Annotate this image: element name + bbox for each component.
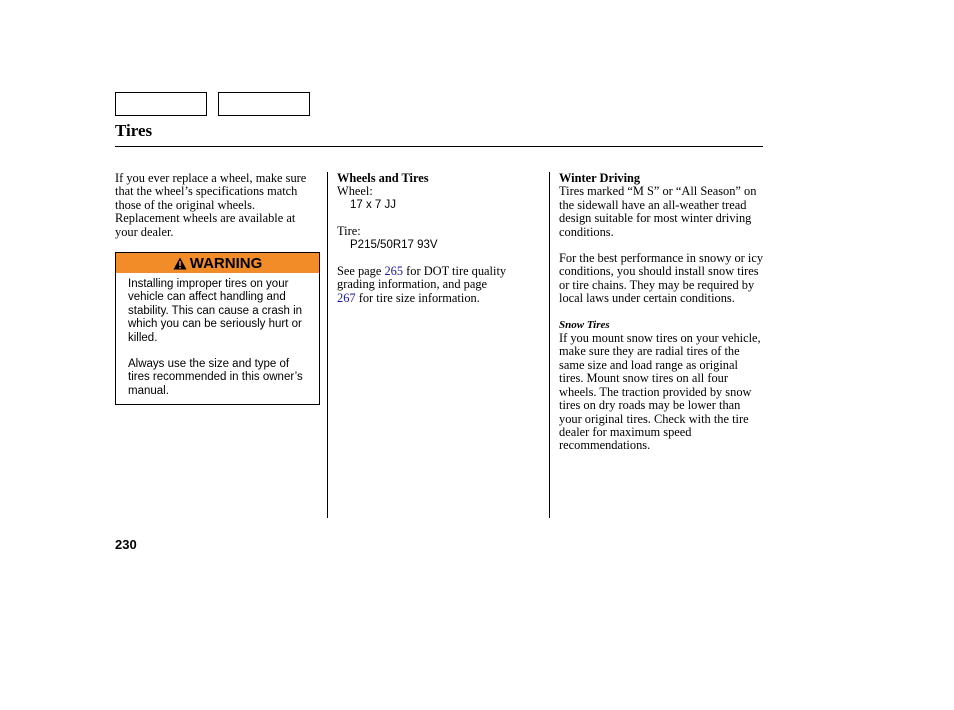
winter-paragraph-2: For the best performance in snowy or icy conditions, you should install snow tires or tire chains. They may be required by local laws under certain conditions. (559, 251, 764, 306)
page-reference-paragraph (337, 265, 537, 305)
winter-paragraph-1: Tires marked “M S” or “All Season” on the sidewall have an all-weather tread design suitable for most winter driving conditions. (559, 184, 757, 239)
warning-body (116, 273, 319, 398)
title-divider (115, 146, 763, 147)
warning-triangle-icon (173, 257, 187, 270)
wheel-value: 17 x 7 JJ (350, 198, 397, 211)
tire-value: P215/50R17 93V (350, 238, 438, 251)
column-divider-2 (549, 172, 550, 518)
nav-tab-box-2[interactable] (218, 92, 310, 116)
column-right (559, 172, 765, 453)
warning-label: WARNING (189, 254, 263, 272)
page-link-265[interactable]: 265 (384, 264, 404, 279)
snow-tires-paragraph: If you mount snow tires on your vehicle, make sure they are radial tires of the same size and load range as original tires. Mount snow tires on all four wheels. The traction provided by snow tires on dry roads may be lower than your original tires. Check with the tire dealer for maximum speed recommendations. (559, 331, 761, 453)
page-title: Tires (115, 121, 153, 140)
column-middle (337, 172, 537, 305)
page-number: 230 (115, 537, 137, 552)
see-text-b: for DOT tire quality grading information, and page (337, 264, 507, 292)
warning-paragraph-1: Installing improper tires on your vehicle can affect handling and stability. This can cause a crash in which you can be seriously hurt or killed. (128, 278, 303, 344)
wheel-label: Wheel: (337, 184, 373, 199)
wheels-tires-heading: Wheels and Tires (337, 171, 429, 185)
column-divider-1 (327, 172, 328, 518)
tire-label: Tire: (337, 224, 361, 239)
see-text-a: See page (337, 264, 385, 279)
winter-driving-heading: Winter Driving (559, 171, 641, 185)
column-left (115, 172, 315, 239)
snow-tires-subheading: Snow Tires (559, 318, 610, 331)
warning-box (115, 252, 320, 405)
page-link-267[interactable]: 267 (337, 290, 356, 305)
nav-tab-box-1[interactable] (115, 92, 207, 116)
intro-paragraph: If you ever replace a wheel, make sure that the wheel’s specifications match those of the original wheels. Replacement wheels are available at your dealer. (115, 171, 307, 239)
warning-paragraph-2: Always use the size and type of tires recommended in this owner’s manual. (128, 358, 303, 397)
see-text-c: for tire size information. (355, 290, 480, 305)
warning-header (116, 253, 319, 273)
